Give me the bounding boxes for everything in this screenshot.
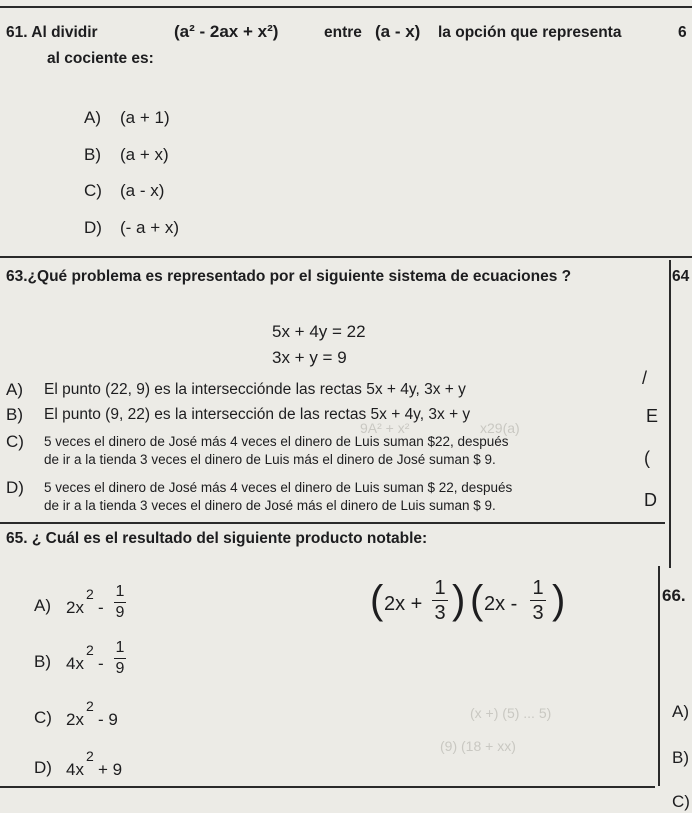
q65-product-left-frac (432, 578, 448, 623)
q61-option-d-text[interactable]: (- a + x) (120, 218, 180, 237)
q65-option-b-base[interactable]: 4x (66, 654, 84, 673)
q65-option-a-num: 1 (115, 583, 125, 600)
q65-option-c-exp: 2 (86, 698, 94, 714)
q65-head: 65. ¿ Cuál es el resultado del siguiente producto notable: (6, 530, 428, 547)
right-paren: ) (552, 578, 566, 622)
left-paren: ( (370, 578, 384, 622)
q63-option-c-line1[interactable]: 5 veces el dinero de José más 4 veces el dinero de Luis suman $22, después (44, 434, 509, 449)
q65-option-a-letter[interactable]: A) (34, 596, 51, 615)
q65-option-c-letter[interactable]: C) (34, 708, 52, 727)
q65-option-a-base[interactable]: 2x (66, 598, 84, 617)
right-paren: ) (452, 578, 466, 622)
q65-option-d-rest: + 9 (98, 760, 123, 779)
q66-head-cut: 66. (662, 586, 686, 605)
q65-option-b-op: - (98, 654, 104, 673)
q65-option-d-letter[interactable]: D) (34, 758, 52, 777)
q63-option-a-letter[interactable]: A) (6, 380, 23, 399)
top-rule (0, 6, 692, 8)
q66-option-c-cut[interactable]: C) (672, 792, 690, 811)
q66-option-a-cut[interactable]: A) (672, 702, 689, 721)
q63-head: 63.¿Qué problema es representado por el siguiente sistema de ecuaciones ? (6, 268, 572, 285)
bleed-through: (9) (18 + xx) (440, 738, 516, 754)
q63-option-d-line2[interactable]: de ir a la tienda 3 veces el dinero de José más el dinero de Luis suman $ 9. (44, 498, 496, 513)
q65-option-c-rest: - 9 (98, 710, 118, 729)
q61-dividend: (a² - 2ax + x²) (174, 22, 279, 41)
q61-head-b: al cociente es: (47, 50, 154, 67)
q65-product-right-den: 3 (532, 602, 544, 624)
q63-equation-2: 3x + y = 9 (272, 348, 347, 367)
next-column-cut-4: D (644, 490, 657, 510)
q63-option-c-letter[interactable]: C) (6, 432, 24, 451)
next-column-cut-2: E (646, 406, 659, 426)
q65-option-c-base[interactable]: 2x (66, 710, 84, 729)
q61-divisor: (a - x) (375, 22, 421, 41)
q65-product-right-term: 2x - (484, 593, 518, 615)
column-rule (669, 260, 671, 568)
q61-option-b-letter[interactable]: B) (84, 145, 101, 164)
q61-option-a-text[interactable]: (a + 1) (120, 108, 170, 127)
next-column-cut-3: ( (644, 448, 650, 468)
q63-option-c-line2[interactable]: de ir a la tienda 3 veces el dinero de Luis más el dinero de José suman $ 9. (44, 452, 496, 467)
q63-option-b-text[interactable]: El punto (9, 22) es la intersección de las rectas 5x + 4y, 3x + y (44, 406, 471, 423)
q65-option-a-frac (114, 584, 126, 621)
q66-option-b-cut[interactable]: B) (672, 748, 689, 767)
section-divider (0, 522, 665, 524)
q65-option-a-den: 9 (115, 604, 125, 621)
q65-option-b-num: 1 (115, 639, 125, 656)
q61-option-a-letter[interactable]: A) (84, 108, 101, 127)
q65-option-b-letter[interactable]: B) (34, 652, 51, 671)
q65-option-a-op: - (98, 598, 104, 617)
q61-option-b-text[interactable]: (a + x) (120, 145, 169, 164)
q63-option-b-letter[interactable]: B) (6, 405, 23, 424)
q61-mid: entre (324, 24, 362, 41)
q65-product-left-num: 1 (434, 577, 446, 599)
column-rule (658, 566, 660, 786)
q65-product-left-den: 3 (434, 602, 446, 624)
q63-equation-1: 5x + 4y = 22 (272, 322, 366, 341)
bleed-through: 9A² + x² (360, 420, 410, 436)
q61-tail-cut: 6 (678, 24, 687, 41)
q65-product-right-frac (530, 578, 546, 623)
q65-option-d-exp: 2 (86, 748, 94, 764)
q63-option-a-text[interactable]: El punto (22, 9) es la intersecciónde las rectas 5x + 4y, 3x + y (44, 381, 466, 398)
bleed-through: (x +) (5) ... 5) (470, 705, 552, 721)
q65-option-b-den: 9 (115, 660, 125, 677)
left-paren: ( (470, 578, 484, 622)
q61-head-a: 61. Al dividir (6, 24, 98, 41)
q65-product-left-term: 2x + (384, 593, 423, 615)
q65-option-b-frac (114, 640, 126, 677)
q63-option-d-line1[interactable]: 5 veces el dinero de José más 4 veces el dinero de Luis suman $ 22, después (44, 480, 513, 495)
q65-option-d-base[interactable]: 4x (66, 760, 84, 779)
q65-option-b-exp: 2 (86, 642, 94, 658)
q65-option-a-exp: 2 (86, 586, 94, 602)
next-column-cut-1: / (642, 368, 648, 388)
q61-option-c-text[interactable]: (a - x) (120, 181, 165, 200)
q61-tail: la opción que representa (438, 24, 622, 41)
bottom-rule (0, 786, 655, 788)
q63-option-d-letter[interactable]: D) (6, 478, 24, 497)
q61-option-d-letter[interactable]: D) (84, 218, 102, 237)
q63-head-cut: 64 (672, 268, 690, 285)
q65-product-right-num: 1 (532, 577, 544, 599)
section-divider (0, 256, 692, 258)
bleed-through: x29(a) (480, 420, 520, 436)
q61-option-c-letter[interactable]: C) (84, 181, 102, 200)
